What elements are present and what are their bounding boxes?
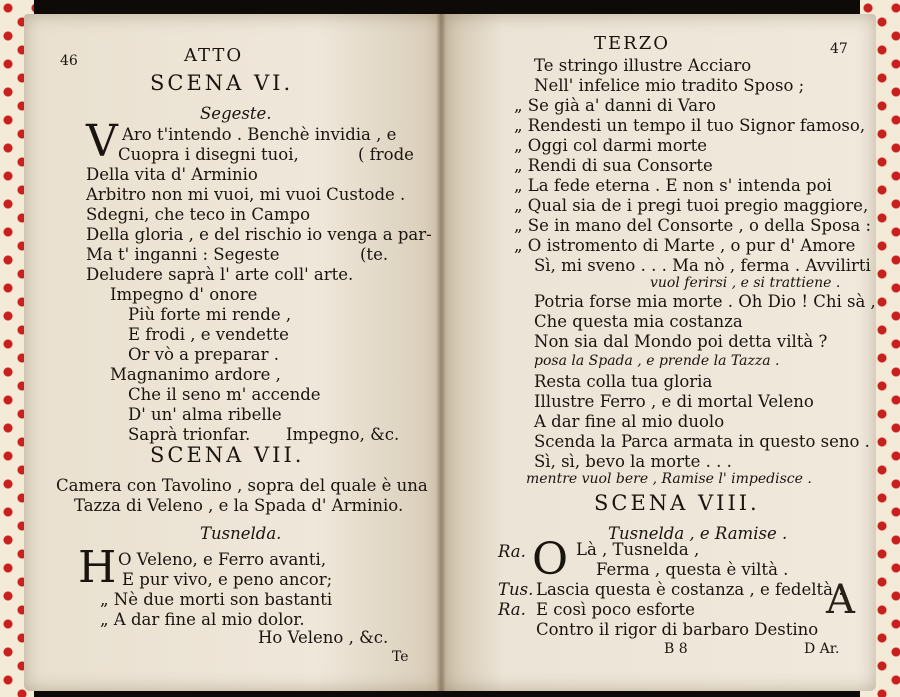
text-line: Ma t' inganni : Segeste <box>86 245 280 264</box>
catchword-right: D Ar. <box>804 641 840 657</box>
catchword-left: Te <box>392 649 409 665</box>
text-line: Ferma , questa è viltà . <box>596 560 789 579</box>
aria-da-capo: Impegno, &c. <box>286 425 400 444</box>
speaker-tusnelda-short: Tus. <box>498 580 534 599</box>
text-line: „ O istromento di Marte , o pur d' Amore <box>514 236 856 255</box>
text-line: Scenda la Parca armata in questo seno . <box>534 432 870 451</box>
page-number-left: 46 <box>60 53 78 69</box>
text-line: Aro t'intendo . Benchè invidia , e <box>122 125 397 144</box>
stage-direction: Tazza di Veleno , e la Spada d' Arminio. <box>74 496 404 515</box>
text-line: Ho Veleno , &c. <box>258 628 389 647</box>
text-line: Sdegni, che teco in Campo <box>86 205 311 224</box>
text-line: (te. <box>360 245 389 264</box>
aria-line: D' un' alma ribelle <box>128 405 282 424</box>
text-line: „ La fede eterna . E non s' intenda poi <box>514 176 832 195</box>
speaker-segeste: Segeste. <box>200 104 272 123</box>
aria-line: Saprà trionfar. <box>128 425 251 444</box>
aria-line: Più forte mi rende , <box>128 305 292 324</box>
text-line: „ Qual sia de i pregi tuoi pregio maggiore, <box>514 196 869 215</box>
stage-direction: mentre vuol bere , Ramise l' impedisce . <box>526 471 812 487</box>
text-line: Potria forse mia morte . Oh Dio ! Chi sà , <box>534 292 876 311</box>
scene-6-title: SCENA VI. <box>150 71 294 95</box>
text-line: Là , Tusnelda , <box>576 540 700 559</box>
speaker-tusnelda: Tusnelda. <box>200 524 282 543</box>
speaker-ramise-short: Ra. <box>498 600 526 619</box>
text-line: Che questa mia costanza <box>534 312 743 331</box>
stage-direction: Camera con Tavolino , sopra del quale è una <box>56 476 428 495</box>
text-line: „ Se già a' danni di Varo <box>514 96 716 115</box>
text-line: Della vita d' Arminio <box>86 165 258 184</box>
text-line: Resta colla tua gloria <box>534 372 713 391</box>
stage-direction: Tusnelda , e Ramise . <box>608 524 788 543</box>
speaker-ramise: Ra. <box>498 542 526 561</box>
text-line: „ Nè due morti son bastanti <box>100 590 333 609</box>
book-gutter <box>436 14 446 691</box>
text-line: A dar fine al mio duolo <box>534 412 725 431</box>
running-head-left: ATTO <box>184 45 244 66</box>
text-line: Te stringo illustre Acciaro <box>534 56 752 75</box>
text-line: Arbitro non mi vuoi, mi vuoi Custode . <box>86 185 406 204</box>
aria-line: Magnanimo ardore , <box>110 365 281 384</box>
text-line: O Veleno, e Ferro avanti, <box>118 550 327 569</box>
running-head-right: TERZO <box>594 33 670 54</box>
signature-mark: B 8 <box>664 641 688 657</box>
text-line: „ A dar fine al mio dolor. <box>100 610 305 629</box>
aria-line: Che il seno m' accende <box>128 385 321 404</box>
text-line: Non sia dal Mondo poi detta viltà ? <box>534 332 828 351</box>
page-number-right: 47 <box>830 41 848 57</box>
aria-line: Impegno d' onore <box>110 285 258 304</box>
drop-cap-h: H <box>78 542 117 593</box>
text-line: Illustre Ferro , e di mortal Veleno <box>534 392 814 411</box>
text-line: E così poco esforte <box>536 600 695 619</box>
text-line: „ Se in mano del Consorte , o della Sposa : <box>514 216 872 235</box>
scene-7-title: SCENA VII. <box>150 443 305 467</box>
text-line: Cuopra i disegni tuoi, <box>118 145 299 164</box>
text-line: E pur vivo, e peno ancor; <box>122 570 333 589</box>
text-line: Contro il rigor di barbaro Destino <box>536 620 819 639</box>
scene-8-title: SCENA VIII. <box>594 491 760 515</box>
text-line: „ Rendi di sua Consorte <box>514 156 713 175</box>
text-line: Della gloria , e del rischio io venga a par- <box>86 225 432 244</box>
text-line: „ Oggi col darmi morte <box>514 136 707 155</box>
text-line: Sì, sì, bevo la morte . . . <box>534 452 732 471</box>
text-line: Sì, mi sveno . . . Ma nò , ferma . Avvilirti <box>534 256 871 275</box>
aria-line: Or vò a preparar . <box>128 345 279 364</box>
drop-cap-v: V <box>86 116 118 167</box>
show-through-letter: A <box>826 577 855 623</box>
stage-direction: vuol ferirsi , e si trattiene . <box>650 275 841 291</box>
text-line: Nell' infelice mio tradito Sposo ; <box>534 76 805 95</box>
aria-line: E frodi , e vendette <box>128 325 289 344</box>
text-line: Lascia questa è costanza , e fedeltà . <box>536 580 844 599</box>
drop-cap-o: O <box>532 534 569 585</box>
text-line: Deludere saprà l' arte coll' arte. <box>86 265 354 284</box>
stage-direction: posa la Spada , e prende la Tazza . <box>534 353 780 369</box>
text-line: ( frode <box>358 145 414 164</box>
text-line: „ Rendesti un tempo il tuo Signor famoso, <box>514 116 866 135</box>
